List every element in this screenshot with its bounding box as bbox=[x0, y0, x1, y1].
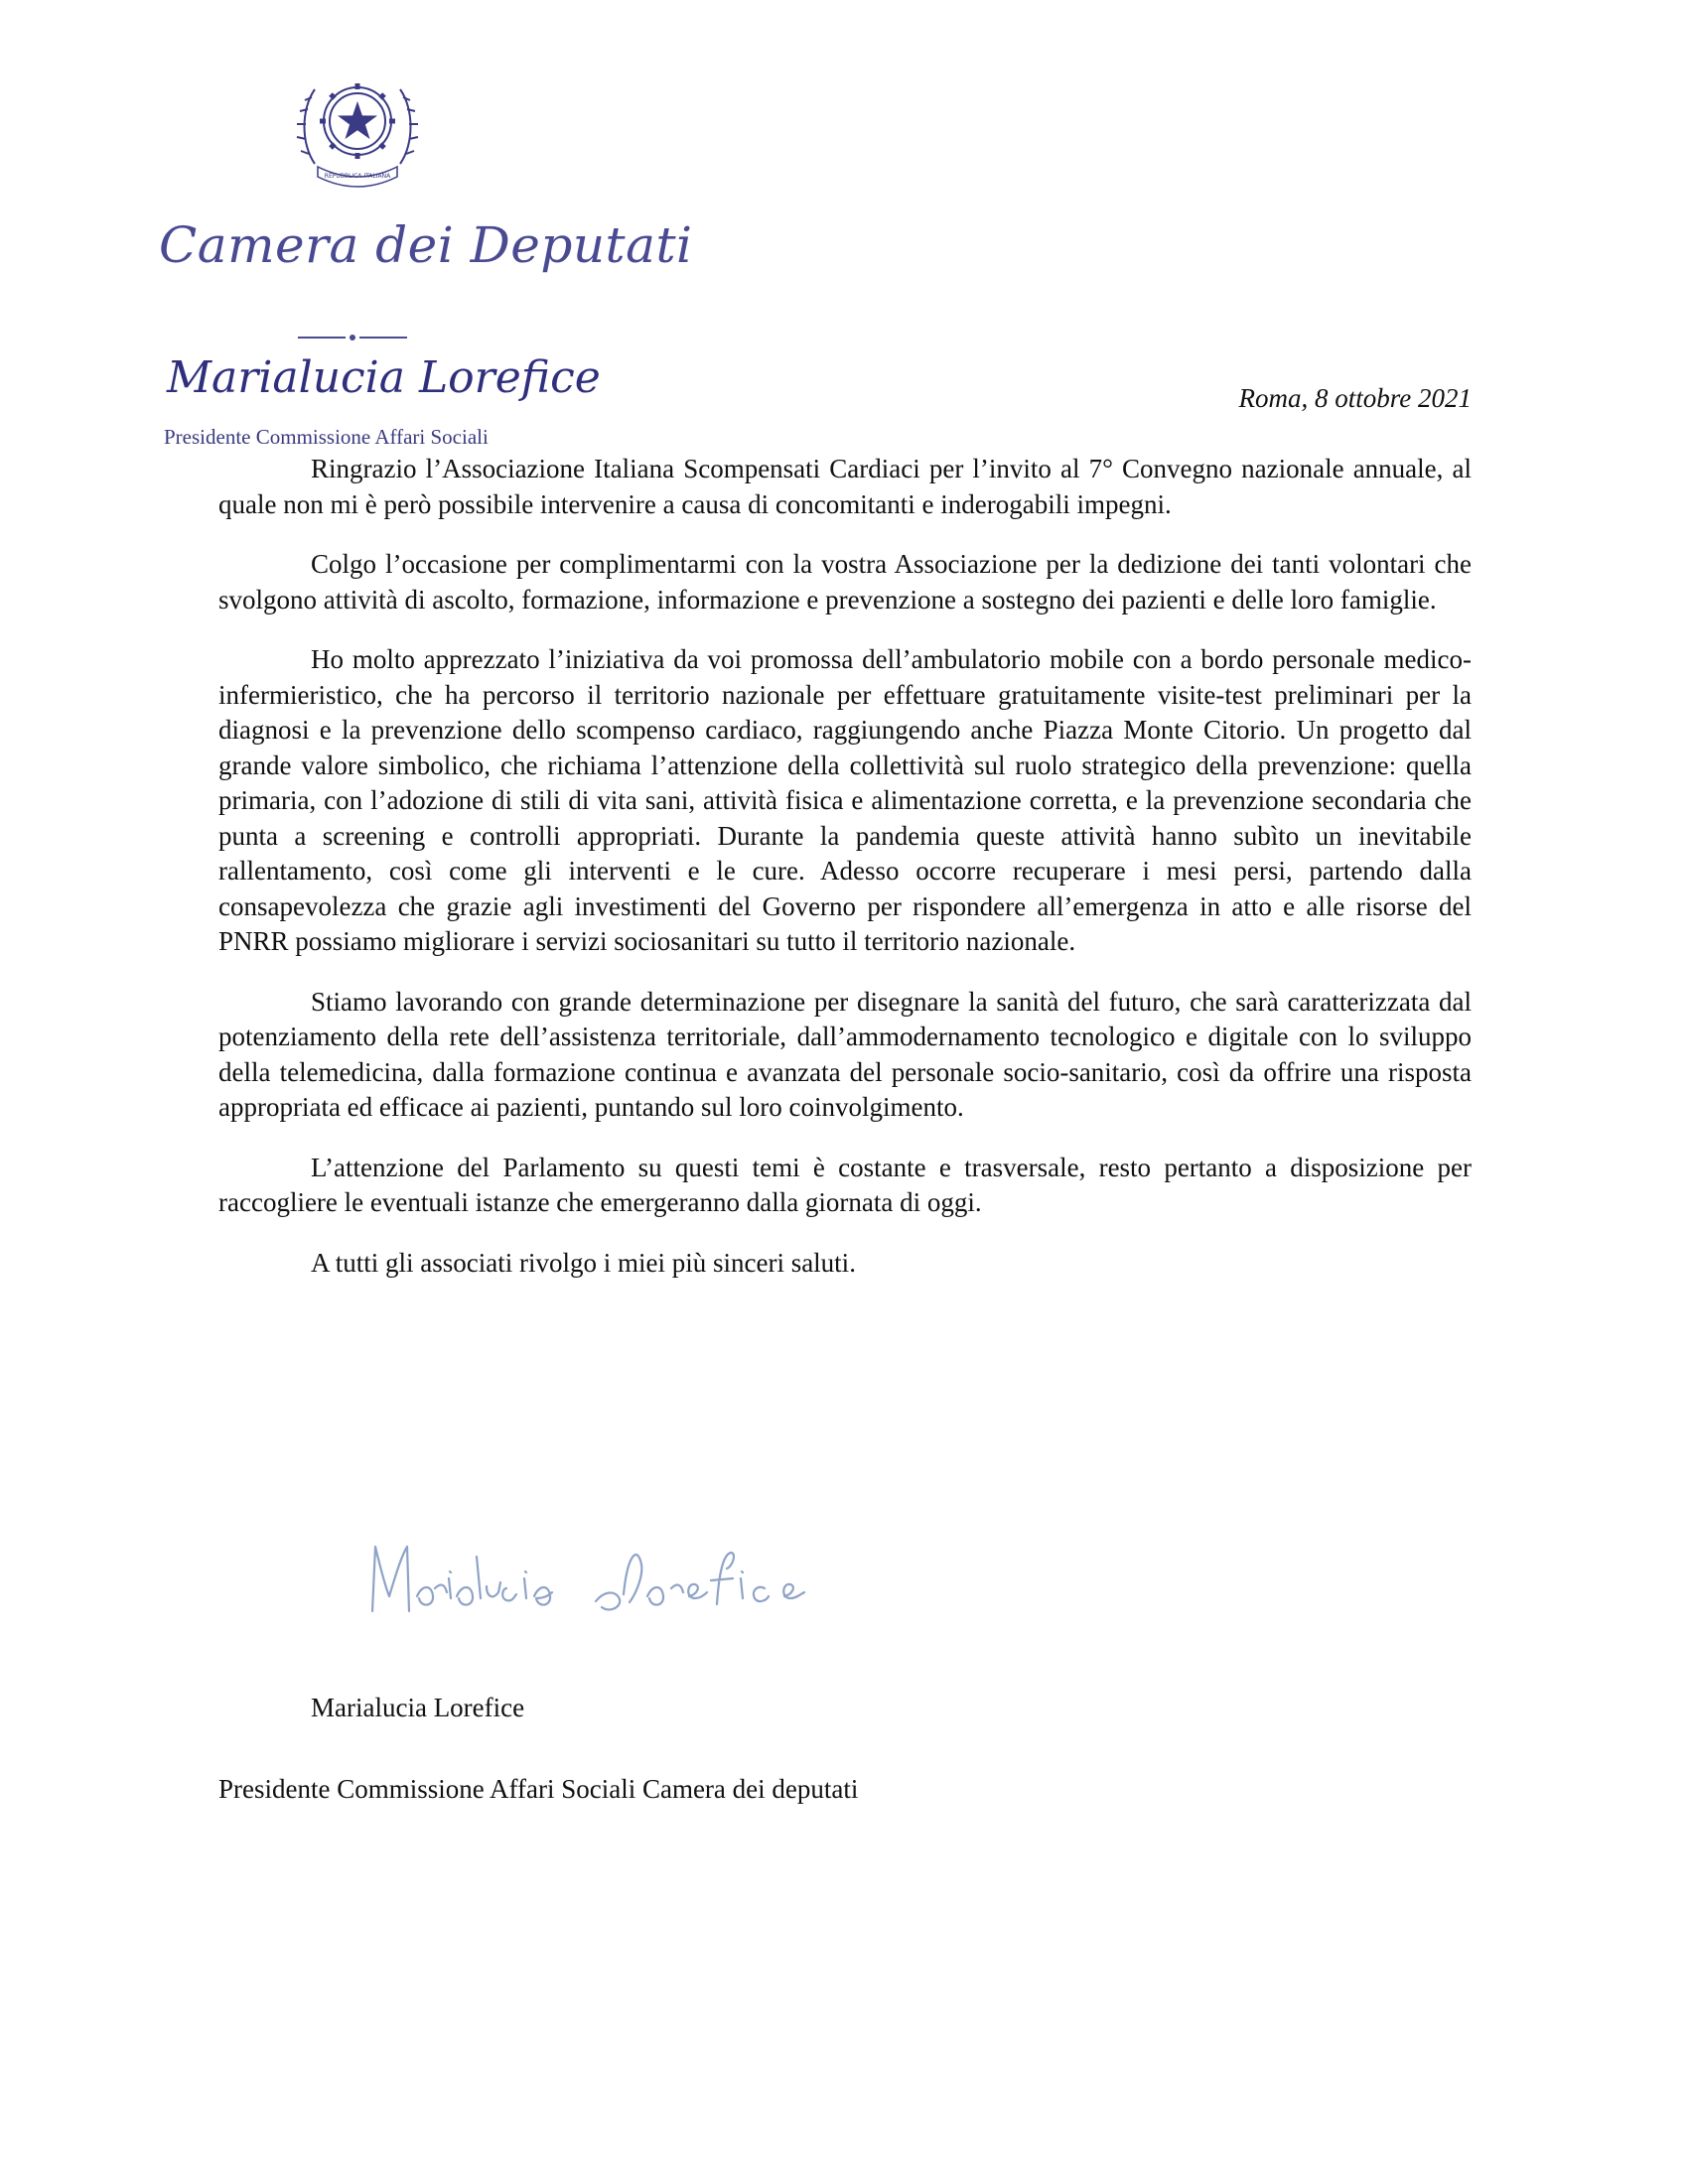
italian-republic-emblem-icon bbox=[293, 69, 422, 189]
paragraph: Ho molto apprezzato l’iniziativa da voi promossa dell’ambulatorio mobile con a bordo personale medico-infermieristico, che ha percorso il territorio nazionale per effettuare gratuitamente visite-test preliminari per la diagnosi e la prevenzione dello scompenso cardiaco, raggiungendo anche Piazza Monte Citorio. Un progetto dal grande valore simbolico, che richiama l’attenzione della collettività sul ruolo strategico della prevenzione: quella primaria, con l’adozione di stili di vita sani, attività fisica e alimentazione corretta, e la prevenzione secondaria che punta a screening e controlli appropriati. Durante la pandemia queste attività hanno subìto un inevitabile rallentamento, così come gli interventi e le cure. Adesso occorre recuperare i mesi persi, partendo dalla consapevolezza che grazie agli investimenti del Governo per rispondere all’emergenza in atto e alle risorse del PNRR possiamo migliorare i servizi sociosanitari su tutto il territorio nazionale. bbox=[218, 644, 1472, 956]
paragraph: Ringrazio l’Associazione Italiana Scompensati Cardiaci per l’invito al 7° Convegno nazionale annuale, al quale non mi è però possibile intervenire a causa di concomitanti e inderogabili impegni. bbox=[218, 454, 1472, 519]
emblem-ribbon-text: REPUBBLICA ITALIANA bbox=[324, 173, 391, 180]
paragraph: L’attenzione del Parlamento su questi temi è costante e trasversale, resto pertanto a disposizione per raccogliere le eventuali istanze che emergeranno dalla giornata di oggi. bbox=[218, 1152, 1472, 1217]
paragraph: A tutti gli associati rivolgo i miei più sinceri saluti. bbox=[311, 1247, 856, 1278]
institution-name: Camera dei Deputati bbox=[159, 216, 693, 274]
signer-role: Presidente Commissione Affari Sociali Camera dei deputati bbox=[218, 1774, 859, 1804]
letterhead-divider bbox=[298, 333, 407, 342]
paragraph: Stiamo lavorando con grande determinazione per disegnare la sanità del futuro, che sarà caratterizzata dal potenziamento della rete dell’assistenza territoriale, dall’ammodernamento tecnologico e digitale con lo sviluppo della telemedicina, dalla formazione continua e avanzata del personale socio-sanitario, così da offrire una risposta appropriata ed efficace ai pazienti, puntando sul loro coinvolgimento. bbox=[218, 986, 1472, 1122]
paragraph: Colgo l’occasione per complimentarmi con la vostra Associazione per la dedizione dei tanti volontari che svolgono attività di ascolto, formazione, informazione e prevenzione a sostegno dei pazienti e delle loro famiglie. bbox=[218, 549, 1472, 614]
signer-name: Marialucia Lorefice bbox=[311, 1693, 525, 1722]
deputy-name: Marialucia Lorefice bbox=[167, 352, 601, 403]
letterhead bbox=[149, 69, 693, 449]
letter-body bbox=[218, 452, 1472, 1305]
handwritten-signature bbox=[357, 1517, 874, 1626]
deputy-role: Presidente Commissione Affari Sociali bbox=[164, 425, 489, 449]
letter-date: Roma, 8 ottobre 2021 bbox=[1238, 383, 1472, 413]
